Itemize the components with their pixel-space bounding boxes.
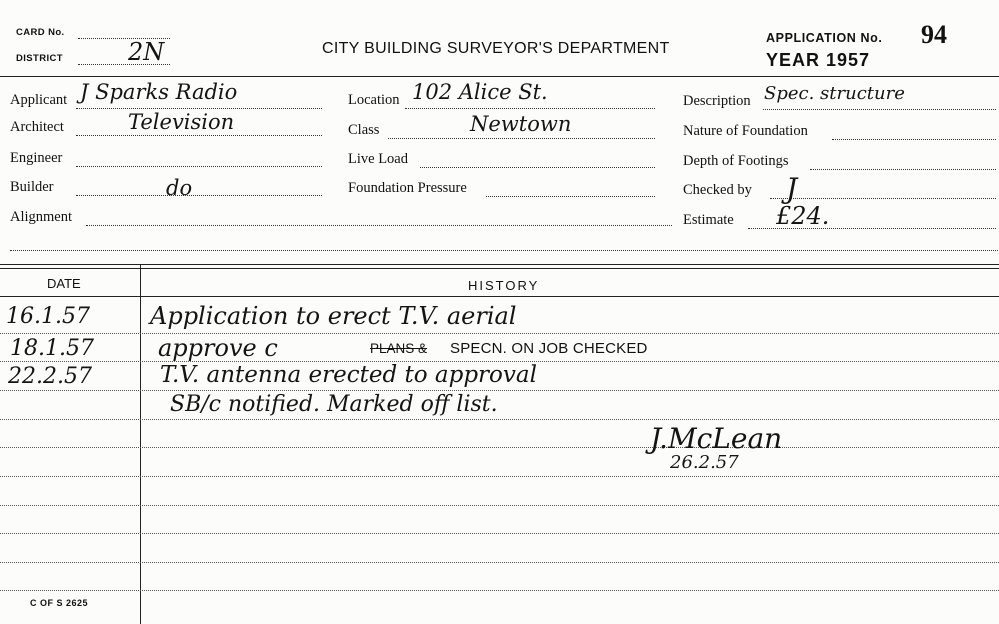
application-no-value: 94 — [921, 20, 947, 49]
location-value: 102 Alice St. — [412, 80, 548, 104]
checked-by-label: Checked by — [683, 182, 752, 198]
ruled-line — [0, 533, 999, 534]
ruled-line — [0, 476, 999, 477]
class-label: Class — [348, 122, 380, 138]
architect-line — [76, 135, 322, 136]
entry-date: 18.1.57 — [10, 336, 94, 361]
live-load-line — [420, 167, 655, 168]
class-line — [388, 138, 655, 139]
struck-text: PLANS & — [370, 341, 428, 356]
signature-date: 26.2.57 — [670, 452, 739, 473]
application-no-label: APPLICATION No. — [766, 31, 883, 45]
nature-of-foundation-label: Nature of Foundation — [683, 123, 808, 139]
ruled-line — [0, 505, 999, 506]
department-title: CITY BUILDING SURVEYOR'S DEPARTMENT — [322, 40, 670, 57]
entry-date: 22.2.57 — [8, 364, 92, 389]
district-value: 2N — [128, 38, 165, 66]
applicant-label: Applicant — [10, 92, 68, 108]
history-header: HISTORY — [468, 278, 540, 293]
header-rule — [0, 76, 999, 77]
ruled-line — [0, 419, 999, 420]
date-column-divider — [140, 265, 141, 624]
form-code: C OF S 2625 — [30, 598, 89, 608]
entry-date: 16.1.57 — [6, 304, 90, 329]
applicant-value: J Sparks Radio — [80, 80, 238, 104]
description-value: Spec. structure — [764, 83, 905, 104]
applicant-line — [76, 108, 322, 109]
card-no-label: CARD No. — [16, 27, 65, 38]
alignment-label: Alignment — [10, 209, 73, 225]
foundation-pressure-line — [486, 196, 655, 197]
stamp-text: SPECN. ON JOB CHECKED — [450, 340, 648, 357]
checked-by-value: J — [786, 172, 798, 205]
entry-text: SB/c notified. Marked off list. — [170, 392, 498, 417]
alignment-line — [86, 225, 672, 226]
builder-label: Builder — [10, 179, 54, 195]
entry-text: T.V. antenna erected to approval — [160, 362, 537, 388]
estimate-value: £24. — [776, 202, 830, 230]
entry-text: Application to erect T.V. aerial — [150, 302, 517, 330]
nature-of-foundation-line — [832, 139, 996, 140]
checked-by-line — [770, 198, 996, 199]
year-label: YEAR 1957 — [766, 50, 871, 70]
alignment-line-2 — [10, 250, 998, 251]
engineer-line — [76, 166, 322, 167]
table-top-rule-2 — [0, 268, 999, 269]
depth-of-footings-label: Depth of Footings — [683, 153, 789, 169]
description-label: Description — [683, 93, 751, 109]
district-label: DISTRICT — [16, 53, 64, 64]
engineer-label: Engineer — [10, 150, 63, 166]
architect-label: Architect — [10, 119, 64, 135]
architect-value: Television — [128, 110, 235, 134]
header-bottom-rule — [0, 296, 999, 297]
foundation-pressure-label: Foundation Pressure — [348, 180, 467, 196]
entry-text: approve c — [158, 334, 278, 362]
live-load-label: Live Load — [348, 151, 408, 167]
class-value: Newtown — [470, 112, 572, 136]
builder-line — [76, 195, 322, 196]
estimate-label: Estimate — [683, 212, 734, 228]
date-header: DATE — [47, 276, 81, 291]
location-label: Location — [348, 92, 400, 108]
description-line — [763, 109, 996, 110]
location-line — [405, 108, 655, 109]
signature: J.McLean — [650, 422, 783, 455]
ruled-line — [0, 447, 999, 448]
ruled-line — [0, 590, 999, 591]
table-top-rule — [0, 264, 999, 265]
ruled-line — [0, 390, 999, 391]
builder-value: do — [166, 176, 193, 200]
depth-of-footings-line — [810, 169, 996, 170]
ruled-line — [0, 333, 999, 334]
ruled-line — [0, 562, 999, 563]
